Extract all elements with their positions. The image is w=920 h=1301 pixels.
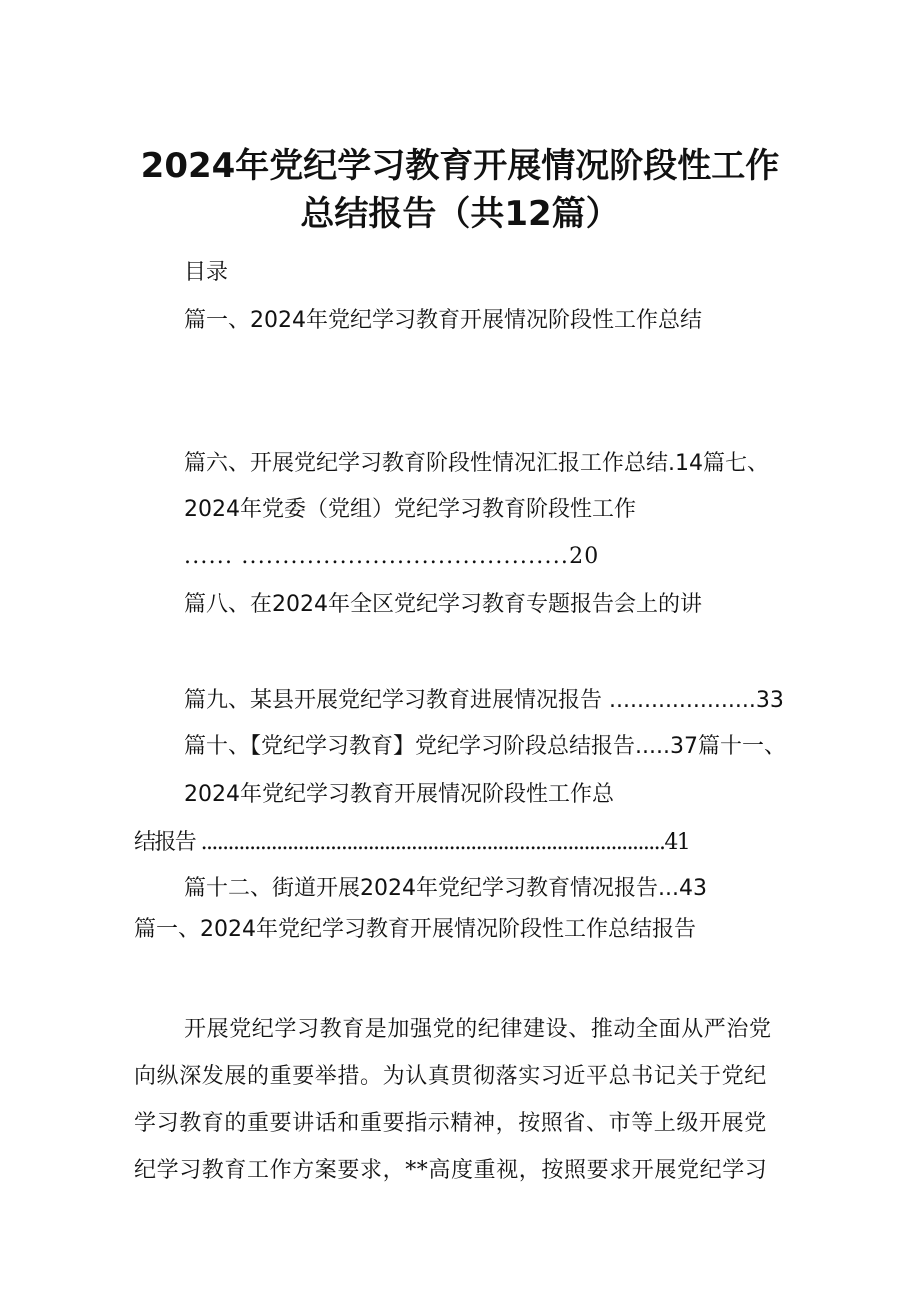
body-paragraph-line-2: 向纵深发展的重要举措。为认真贯彻落实习近平总书记关于党纪 — [134, 1064, 767, 1089]
toc-heading: 目录 — [184, 260, 229, 285]
body-paragraph-line-4: 纪学习教育工作方案要求，**高度重视，按照要求开展党纪学习 — [134, 1158, 768, 1183]
document-title-line-1: 2024年党纪学习教育开展情况阶段性工作 — [140, 146, 780, 186]
toc-entry-10-11: 篇十、【党纪学习教育】党纪学习阶段总结报告.....37篇十一、 — [184, 734, 786, 759]
toc-entry-11-leader: 结报告 ......................................................................................41 — [134, 830, 690, 855]
body-paragraph-line-3: 学习教育的重要讲话和重要指示精神，按照省、市等上级开展党 — [134, 1111, 767, 1136]
toc-entry-8: 篇八、在2024年全区党纪学习教育专题报告会上的讲 — [184, 592, 702, 617]
section-heading: 篇一、2024年党纪学习教育开展情况阶段性工作总结报告 — [134, 917, 696, 942]
toc-entry-7-leader: ...... ........................................20 — [184, 544, 600, 569]
toc-entry-1: 篇一、2024年党纪学习教育开展情况阶段性工作总结 — [184, 308, 702, 333]
toc-entry-12: 篇十二、街道开展2024年党纪学习教育情况报告...43 — [184, 876, 707, 901]
toc-entry-11-cont: 2024年党纪学习教育开展情况阶段性工作总 — [184, 782, 614, 807]
toc-entry-9: 篇九、某县开展党纪学习教育进展情况报告 .....................33 — [184, 688, 784, 713]
toc-entry-7-cont: 2024年党委（党组）党纪学习教育阶段性工作 — [184, 497, 636, 522]
document-title-line-2: 总结报告（共12篇） — [300, 194, 620, 234]
toc-entry-6-7: 篇六、开展党纪学习教育阶段性情况汇报工作总结.14篇七、 — [184, 451, 769, 476]
body-paragraph-line-1: 开展党纪学习教育是加强党的纪律建设、推动全面从严治党 — [184, 1017, 772, 1042]
